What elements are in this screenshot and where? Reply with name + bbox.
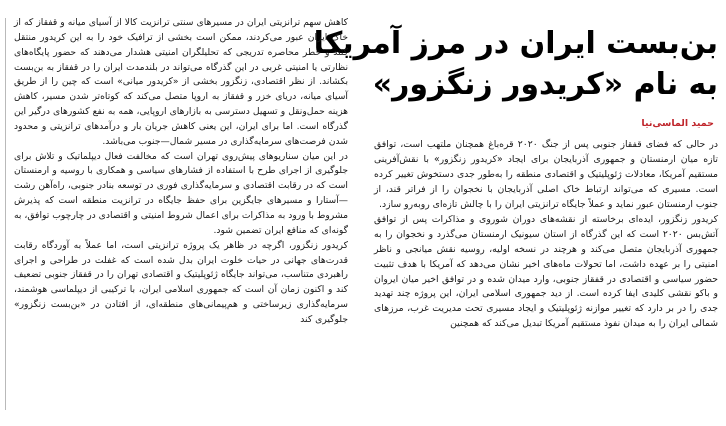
continuation-body-text [14, 16, 348, 328]
paragraph: در حالی که فضای قفقاز جنوبی پس از جنگ ۲۰۲۰ قره‌باغ همچنان ملتهب است، توافق تازه میان ارمنستان و جمهوری آذربایجان برای ایجاد «کریدور زنگزور» با نقش‌آفرینی مستقیم آمریکا، معادلات ژئوپلیتیک و اقتصادی منطقه را به‌طور جدی دستخوش تغییر کرده است. مسیری که می‌تواند ارتباط خاک اصلی آذربایجان با نخجوان را از فراتر قند، از جنوب ارمنستان عبور نماید و عملاً جایگاه ترانزیتی ایران را با چالش تازه‌ای روبه‌رو سازد. [374, 139, 718, 211]
byline [374, 118, 714, 129]
continuation-column [0, 0, 362, 426]
paragraph: در این میان سناریوهای پیش‌روی تهران است که مخالفت فعال دیپلماتیک و تلاش برای جلوگیری از اجرای طرح با استفاده از فشارهای سیاسی و همکاری با روسیه و ارمنستان است که در رقابت اقتصادی و سرمایه‌گذاری فوری در توسعه بنادر جنوبی، راه‌آهن رشت—آستارا و مسیرهای جایگزین برای حفظ جایگاه در ترانزیت منطقه است که پذیرش مشروط با ورود به مذاکرات برای اعمال شروط امنیتی و اقتصادی در چارچوب توافق، به گونه‌ای که منافع ایران تضمین شود. [14, 150, 348, 236]
page-title [313, 24, 718, 104]
paragraph: کاهش سهم ترانزیتی ایران در مسیرهای سنتی ترانزیت کالا از آسیای میانه و قفقاز که از خاک ایران عبور می‌کردند، ممکن است بخشی از ترافیک خود را به این کریدور منتقل کنند و خطر محاصره تدریجی که تحلیلگران امنیتی هشدار می‌دهند که حضور پایگاه‌های نظارتی یا امنیتی غربی در این گذرگاه می‌تواند در بلندمدت ایران را در قفقاز به بن‌بست بکشاند. از نظر اقتصادی، زنگزور بخشی از «کریدور میانی» است که چین را از طریق آسیای میانه، دریای خزر و قفقاز به اروپا متصل می‌کند که کوتاه‌تر شدن مسیر، کاهش هزینه حمل‌ونقل و تسهیل دسترسی به بازارهای اروپایی، همه به نفع کشورهای درگیر این گذرگاه است. اما برای ایران، این یعنی کاهش جریان بار و درآمدهای ترانزیتی و محدود شدن فرصت‌های سرمایه‌گذاری در مسیر شمال—جنوب می‌باشد. [14, 17, 348, 147]
headline-line-2: به نام «کریدور زنگزور» [372, 67, 718, 102]
paragraph: کریدور زنگزور، ایده‌ای برخاسته از نقشه‌های دوران شوروی و مذاکرات پس از توافق آتش‌بس ۲۰۲۰ است که این گذرگاه از استان سیونیک ارمنستان می‌گذرد و نخجوان را به جمهوری آذربایجان متصل می‌کند و هرچند در نسخه اولیه، روسیه نقش میانجی و ناظر امنیتی را بر عهده داشت، اما تحولات ماه‌های اخیر نشان می‌دهد که آمریکا با هدف تثبیت حضور سیاسی و اقتصادی در قفقاز جنوبی، وارد میدان شده و در توافق اخیر میان ایروان و باکو نقشی کلیدی ایفا کرده است. از دید جمهوری اسلامی ایران، این پروژه چند تهدید جدی را در بر دارد که تغییر موازنه ژئوپلیتیک و ایجاد مسیری تحت مدیریت غرب، مرزهای شمالی ایران را به میدان نفوذ مستقیم آمریکا تبدیل می‌کند که همچنین [374, 213, 718, 330]
lead-column [313, 0, 726, 426]
paragraph: کریدور زنگزور، اگرچه در ظاهر یک پروژه ترانزیتی است، اما عملاً به آوردگاه رقابت قدرت‌های جهانی در حیات خلوت ایران بدل شده است که غفلت در طراحی و اجرای راهبردی متناسب، می‌تواند جایگاه ژئوپلیتیک و اقتصادی تهران را در قفقاز جنوبی تضعیف کند و اکنون زمان آن است که جمهوری اسلامی ایران، با ترکیبی از دیپلماسی هوشمند، سرمایه‌گذاری زیرساختی و هم‌پیمانی‌های منطقه‌ای، از افتادن در «بن‌بست زنگزور» جلوگیری کند [14, 239, 348, 325]
author-name: حمید الماسی‌نیا [641, 118, 714, 129]
headline-line-1: بن‌بست ایران در مرز آمریکا [313, 26, 718, 61]
lead-body-text [374, 138, 718, 332]
